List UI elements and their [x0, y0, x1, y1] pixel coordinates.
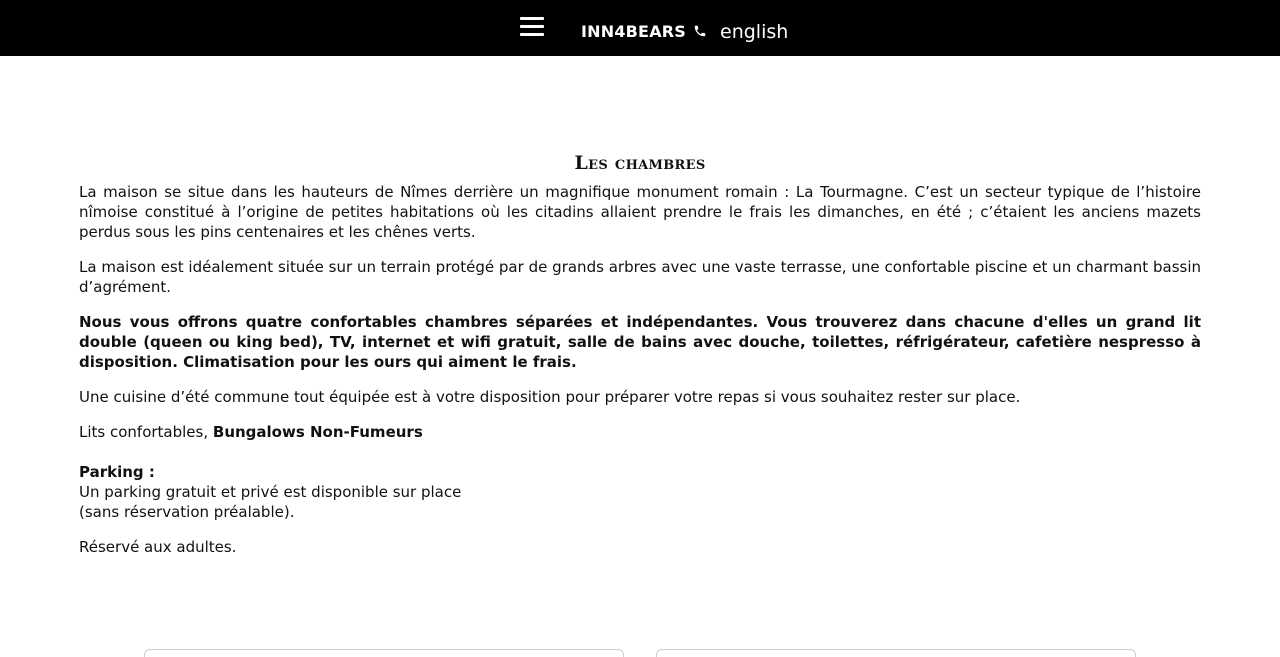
non-smoking-label: Bungalows Non-Fumeurs [212, 423, 423, 441]
hamburger-menu-icon[interactable] [520, 15, 546, 39]
language-switch-link[interactable]: english [720, 21, 789, 43]
parking-line-1: Un parking gratuit et privé est disponible sur place [79, 483, 462, 501]
room-card[interactable] [144, 649, 624, 657]
section-title: Les chambres [574, 152, 706, 174]
parking-label: Parking : [79, 463, 155, 481]
menu-icon-bar [520, 33, 544, 36]
adults-only-notice: Réservé aux adultes. [79, 538, 237, 556]
kitchen-paragraph: Une cuisine d’été commune tout équipée est à votre disposition pour préparer votre repas si vous souhaitez rester sur place. [79, 388, 1021, 406]
menu-icon-bar [520, 25, 544, 28]
intro-paragraph: La maison se situe dans les hauteurs de Nîmes derrière un magnifique monument romain : La Tourmagne. C’est un secteur typique de l’histoire nîmoise constitué à l’origine de petites habitations où les citadins allaient prendre le frais les dimanches, en été ; c’étaient les anciens mazets perdus sous les pins centenaires et les chênes verts. [79, 183, 1201, 241]
parking-paragraph [79, 462, 1201, 522]
menu-icon-bar [520, 17, 544, 20]
beds-text: Lits confortables, [79, 423, 213, 441]
room-card[interactable] [656, 649, 1136, 657]
parking-line-2: (sans réservation préalable). [79, 503, 295, 521]
phone-icon[interactable] [693, 24, 707, 38]
beds-paragraph [79, 422, 1201, 442]
rooms-offer-paragraph: Nous vous offrons quatre confortables chambres séparées et indépendantes. Vous trouverez dans chacune d'elles un grand lit double (queen ou king bed), TV, internet et wifi gratuit, salle de bains avec douche, toilettes, réfrigérateur, cafetière nespresso à disposition. Climatisation pour les ours qui aiment le frais. [79, 313, 1201, 371]
location-paragraph: La maison est idéalement située sur un terrain protégé par de grands arbres avec une vaste terrasse, une confortable piscine et un charmant bassin d’agrément. [79, 258, 1201, 296]
brand-link[interactable]: INN4BEARS [581, 22, 687, 41]
top-navigation-bar [0, 0, 1280, 56]
rooms-section [79, 150, 1201, 572]
